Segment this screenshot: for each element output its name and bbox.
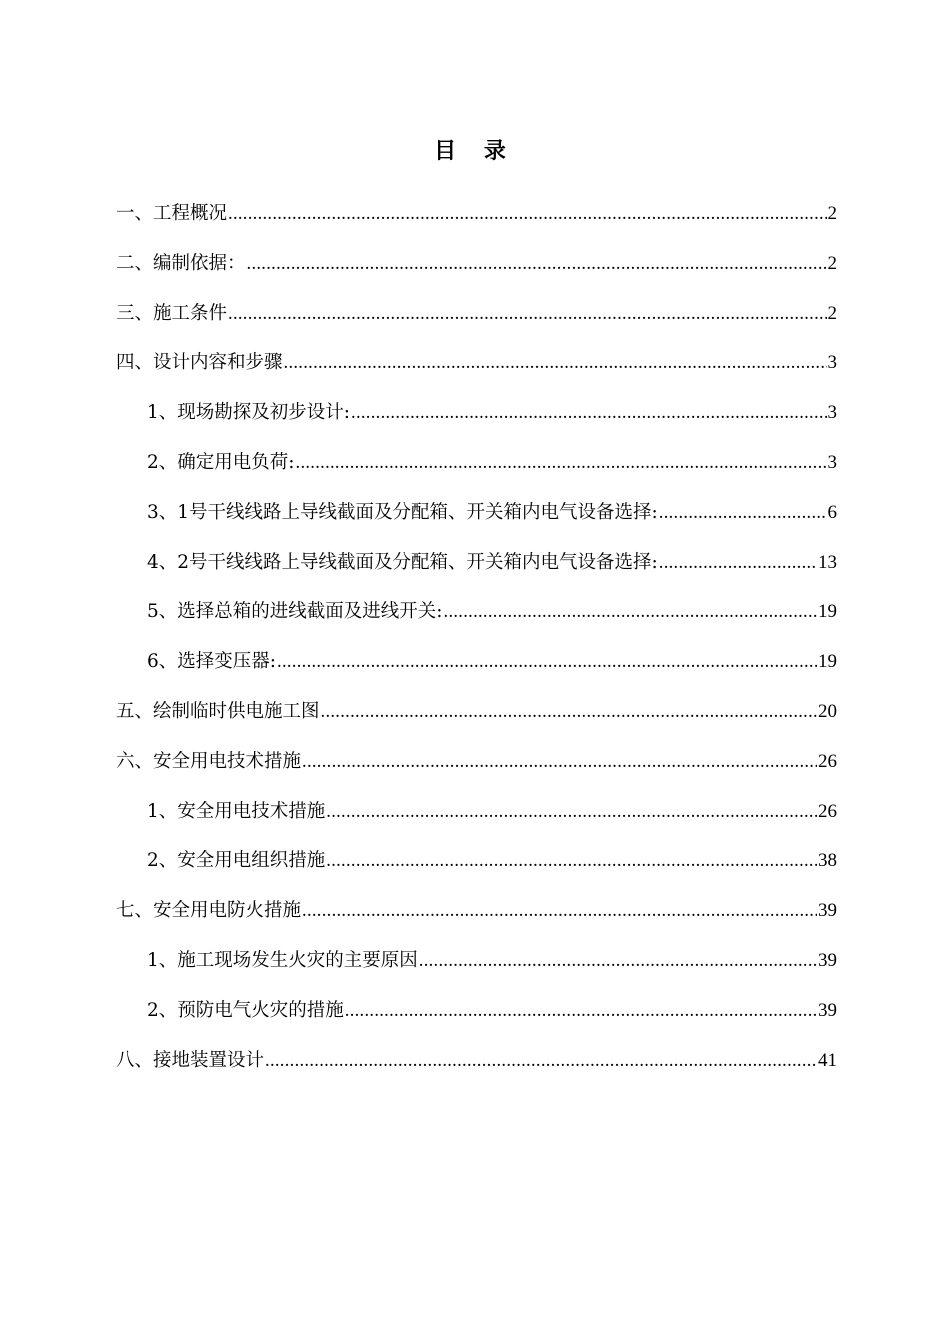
toc-dot-leader [302,744,817,780]
toc-entry[interactable] [116,694,837,744]
toc-entry-label: 1、施工现场发生火灾的主要原因 [147,949,418,971]
toc-dot-leader [228,196,826,232]
toc-entry[interactable] [116,644,837,694]
toc-entry[interactable] [116,196,837,246]
toc-entry-label: 四、设计内容和步骤 [116,352,283,374]
toc-entry-label: 七、安全用电防火措施 [116,900,302,922]
toc-entry-label: 1、安全用电技术措施 [147,800,326,822]
toc-entry-label: 六、安全用电技术措施 [116,750,302,772]
toc-entry-label: 一、工程概况 [116,203,228,224]
toc-entry-page: 13 [818,551,837,573]
toc-entry-label: 3、1号干线线路上导线截面及分配箱、开关箱内电气设备选择: [147,501,658,523]
toc-dot-leader [419,943,817,979]
toc-entry-page: 2 [827,203,837,224]
toc-entry[interactable] [116,545,837,595]
toc-entry-label: 1、现场勘探及初步设计: [147,402,351,424]
toc-entry[interactable] [116,1043,837,1093]
toc-list [116,196,837,1092]
toc-entry[interactable] [116,744,837,794]
toc-dot-leader [247,246,827,282]
toc-dot-leader [265,1043,817,1079]
toc-dot-leader [659,545,817,581]
toc-entry-page: 2 [827,252,837,274]
toc-entry-page: 39 [818,999,837,1021]
toc-entry-page: 26 [818,750,837,772]
toc-dot-leader [321,694,817,730]
toc-entry-label: 4、2号干线线路上导线截面及分配箱、开关箱内电气设备选择: [147,551,658,573]
toc-entry[interactable] [116,893,837,943]
toc-entry-label: 五、绘制临时供电施工图 [116,700,320,722]
toc-dot-leader [326,794,817,830]
toc-entry[interactable] [116,495,837,545]
toc-dot-leader [659,495,827,531]
toc-entry[interactable] [116,843,837,893]
toc-dot-leader [228,296,826,332]
toc-entry[interactable] [116,594,837,644]
toc-entry-label: 二、编制依据： [116,252,246,274]
toc-entry-page: 20 [818,700,837,722]
toc-entry-label: 6、选择变压器: [147,651,277,673]
toc-entry[interactable] [116,445,837,495]
toc-entry[interactable] [116,296,837,346]
toc-entry[interactable] [116,345,837,395]
toc-dot-leader [277,644,817,680]
toc-entry-label: 八、接地装置设计 [116,1049,265,1071]
toc-entry[interactable] [116,943,837,993]
toc-entry-label: 2、确定用电负荷: [147,451,295,473]
toc-entry-label: 2、安全用电组织措施 [147,850,326,872]
toc-entry-page: 19 [818,601,837,623]
toc-dot-leader [302,893,817,929]
toc-entry-page: 3 [827,402,837,424]
toc-entry-page: 6 [827,501,837,523]
toc-entry[interactable] [116,794,837,844]
toc-entry-page: 38 [818,850,837,872]
toc-dot-leader [444,594,817,630]
toc-entry-page: 39 [818,949,837,971]
toc-dot-leader [351,395,826,431]
toc-entry-page: 26 [818,800,837,822]
toc-dot-leader [284,345,827,381]
toc-entry-page: 41 [818,1049,837,1071]
toc-entry-label: 2、预防电气火灾的措施 [147,999,344,1021]
toc-entry-page: 39 [818,900,837,922]
toc-entry-label: 5、选择总箱的进线截面及进线开关: [147,601,443,623]
toc-entry-page: 19 [818,651,837,673]
toc-entry[interactable] [116,395,837,445]
toc-title: 目 录 [434,138,516,164]
toc-entry-label: 三、施工条件 [116,302,228,324]
toc-entry[interactable] [116,246,837,296]
toc-entry-page: 3 [827,451,837,473]
toc-dot-leader [345,993,817,1029]
toc-dot-leader [296,445,827,481]
toc-entry-page: 3 [827,352,837,374]
toc-entry-page: 2 [827,302,837,324]
toc-entry[interactable] [116,993,837,1043]
toc-dot-leader [326,843,817,879]
